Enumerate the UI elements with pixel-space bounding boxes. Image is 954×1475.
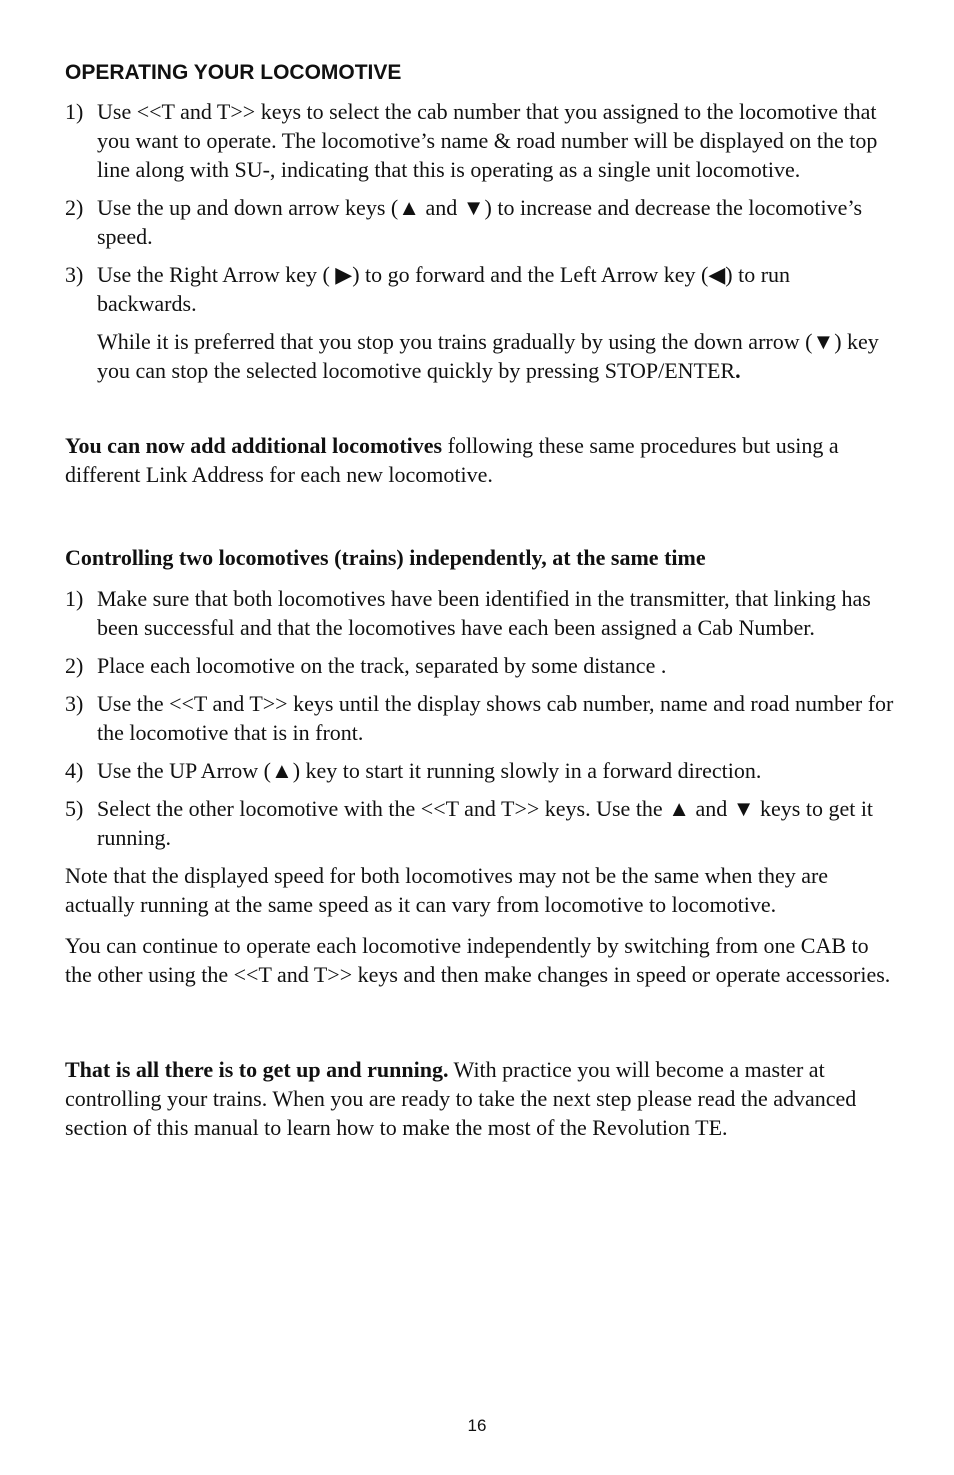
step-text: Use the Right Arrow key ( ▶) to go forward and the Left Arrow key (◀) to run backwards. xyxy=(97,262,791,316)
spacer xyxy=(65,1001,895,1055)
step-text: Select the other locomotive with the <<T and T>> keys. Use the ▲ and ▼ keys to get it running. xyxy=(97,796,874,850)
list-item xyxy=(65,756,895,785)
speed-note-paragraph: Note that the displayed speed for both locomotives may not be the same when they are actually running at the same speed as it can vary from locomotive to locomotive. xyxy=(65,863,829,917)
spacer xyxy=(65,385,895,431)
step-number: 2) xyxy=(65,195,84,220)
step-text: Use the up and down arrow keys (▲ and ▼) to increase and decrease the locomotive’s speed. xyxy=(97,195,863,249)
add-locomotives-lead: You can now add additional locomotives xyxy=(65,433,443,458)
stop-note xyxy=(65,327,895,385)
step-number: 4) xyxy=(65,758,84,783)
step-number: 3) xyxy=(65,691,84,716)
add-locomotives-text: following these same procedures but using a different Link Address for each new locomotive. xyxy=(65,433,839,487)
two-locomotives-steps-list xyxy=(65,584,895,852)
step-text: Make sure that both locomotives have been identified in the transmitter, that linking has been successful and that the locomotives have each been assigned a Cab Number. xyxy=(97,586,871,640)
step-text: Use <<T and T>> keys to select the cab number that you assigned to the locomotive that you want to operate. The locomotive’s name & road number will be displayed on the top line along with SU-, indicating that this is operating as a single unit locomotive. xyxy=(97,99,878,182)
closing-text: With practice you will become a master at controlling your trains. When you are ready to take the next step please read the advanced section of this manual to learn how to make the most of the Revolution TE. xyxy=(65,1057,857,1140)
list-item xyxy=(65,794,895,852)
list-item xyxy=(65,97,895,184)
list-item xyxy=(65,689,895,747)
operating-steps-list xyxy=(65,97,895,318)
step-number: 5) xyxy=(65,796,84,821)
section-heading-operating: OPERATING YOUR LOCOMOTIVE xyxy=(65,61,402,84)
step-number: 1) xyxy=(65,99,84,124)
closing-lead: That is all there is to get up and running. xyxy=(65,1057,449,1082)
closing-paragraph xyxy=(65,1055,895,1142)
stop-note-period: . xyxy=(735,358,741,383)
stop-note-text: While it is preferred that you stop you trains gradually by using the down arrow (▼) key you can stop the selected locomotive quickly by pressing STOP/ENTER xyxy=(97,329,879,383)
add-locomotives-paragraph xyxy=(65,431,895,489)
list-item xyxy=(65,584,895,642)
step-text: Place each locomotive on the track, separated by some distance . xyxy=(97,653,667,678)
list-item xyxy=(65,260,895,318)
continue-operating-paragraph: You can continue to operate each locomotive independently by switching from one CAB to the other using the <<T and T>> keys and then make changes in speed or operate accessories. xyxy=(65,933,891,987)
step-number: 1) xyxy=(65,586,84,611)
page-number: 16 xyxy=(467,1416,487,1435)
section-heading-two-locomotives: Controlling two locomotives (trains) independently, at the same time xyxy=(65,545,706,570)
list-item xyxy=(65,651,895,680)
step-text: Use the UP Arrow (▲) key to start it running slowly in a forward direction. xyxy=(97,758,762,783)
document-page xyxy=(65,58,895,1142)
step-number: 3) xyxy=(65,262,84,287)
step-number: 2) xyxy=(65,653,84,678)
spacer xyxy=(65,489,895,543)
list-item xyxy=(65,193,895,251)
step-text: Use the <<T and T>> keys until the display shows cab number, name and road number for the locomotive that is in front. xyxy=(97,691,894,745)
